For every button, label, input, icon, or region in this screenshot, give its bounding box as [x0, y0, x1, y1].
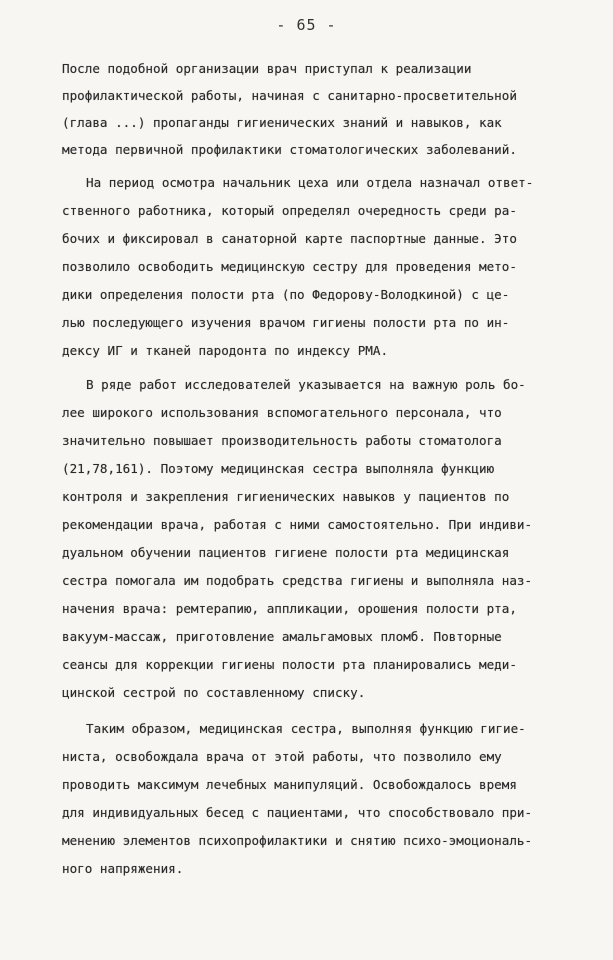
text-line: дики определения полости рта (по Федорову-Володкиной) с це-: [62, 287, 510, 302]
text-line: В ряде работ исследователей указывается на важную роль бо-: [86, 377, 526, 392]
text-line: менению элементов психопрофилактики и снятию психо-эмоциональ-: [62, 833, 533, 848]
text-line: начения врача: ремтерапию, аппликации, орошения полости рта,: [62, 601, 517, 616]
text-line: значительно повышает производительность работы стоматолога: [62, 433, 502, 448]
text-line: лью последующего изучения врачом гигиены полости рта по ин-: [62, 315, 510, 330]
text-line: вакуум-массаж, приготовление амальгамовых пломб. Повторные: [62, 629, 502, 644]
text-line: сеансы для коррекции гигиены полости рта планировались меди-: [62, 657, 517, 672]
text-line: Таким образом, медицинская сестра, выполняя функцию гигие-: [86, 721, 526, 736]
text-line: контроля и закрепления гигиенических навыков у пациентов по: [62, 489, 510, 504]
text-line: (21,78,161). Поэтому медицинская сестра выполняла функцию: [62, 461, 495, 476]
text-line: лее широкого использования вспомогательного персонала, что: [62, 405, 502, 420]
text-line: ственного работника, который определял очередность среди ра-: [62, 203, 517, 218]
text-line: ного напряжения.: [62, 861, 184, 876]
text-line: дуальном обучении пациентов гигиене полости рта медицинская: [62, 545, 510, 560]
text-line: цинской сестрой по составленному списку.: [62, 685, 366, 700]
text-line: дексу ИГ и тканей пародонта по индексу РМА.: [62, 343, 389, 358]
text-line: После подобной организации врач приступал к реализации: [62, 61, 472, 76]
text-line: метода первичной профилактики стоматологических заболеваний.: [62, 142, 517, 157]
text-line: сестра помогала им подобрать средства гигиены и выполняла наз-: [62, 573, 533, 588]
text-line: позволило освободить медицинскую сестру для проведения мето-: [62, 259, 517, 274]
text-line: ниста, освобождала врача от этой работы, что позволило ему: [62, 749, 502, 764]
text-line: На период осмотра начальник цеха или отдела назначал ответ-: [86, 175, 534, 190]
text-line: проводить максимум лечебных манипуляций. Освобождалось время: [62, 777, 517, 792]
text-line: рекомендации врача, работая с ними самостоятельно. При индиви-: [62, 517, 533, 532]
text-line: бочих и фиксировал в санаторной карте паспортные данные. Это: [62, 231, 517, 246]
text-line: профилактической работы, начиная с санитарно-просветительной: [62, 88, 517, 103]
text-line: для индивидуальных бесед с пациентами, что способствовало при-: [62, 805, 533, 820]
text-line: (глава ...) пропаганды гигиенических знаний и навыков, как: [62, 115, 502, 130]
page-number: - 65 -: [276, 16, 337, 34]
